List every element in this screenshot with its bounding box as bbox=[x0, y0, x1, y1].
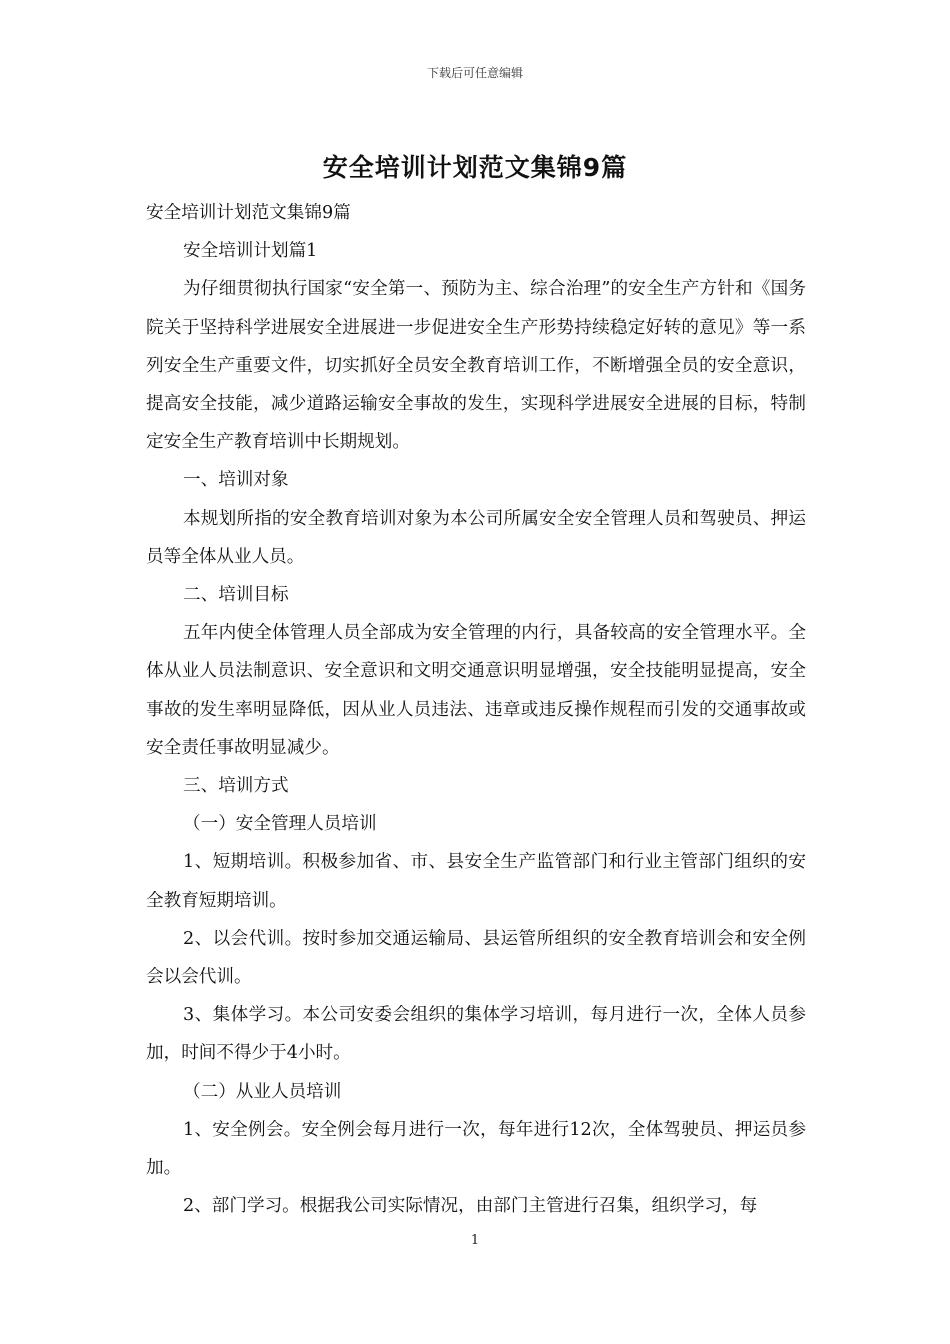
paragraph: 安全培训计划篇1 bbox=[183, 241, 318, 262]
paragraph: 本规划所指的安全教育培训对象为本公司所属安全安全管理人员和驾驶员、押运员等全体从业人员。 bbox=[146, 508, 806, 567]
paragraph: 2、以会代训。按时参加交通运输局、县运管所组织的安全教育培训会和安全例会以会代训。 bbox=[146, 928, 806, 988]
paragraph: 安全培训计划范文集锦9篇 bbox=[146, 203, 351, 223]
paragraph: 三、培训方式 bbox=[183, 776, 289, 797]
paragraph: 1、安全例会。安全例会每月进行一次，每年进行12次，全体驾驶员、押运员参加。 bbox=[146, 1119, 806, 1179]
paragraph: 1、短期培训。积极参加省、市、县安全生产监管部门和行业主管部门组织的安全教育短期培训。 bbox=[146, 852, 806, 911]
document-title: 安全培训计划范文集锦9篇 bbox=[322, 153, 628, 182]
paragraph: 3、集体学习。本公司安委会组织的集体学习培训，每月进行一次，全体人员参加，时间不得少于4小时。 bbox=[146, 1005, 806, 1064]
paragraph: （二）从业人员培训 bbox=[183, 1081, 342, 1102]
paragraph: 五年内使全体管理人员全部成为安全管理的内行，具备较高的安全管理水平。全体从业人员法制意识、安全意识和文明交通意识明显增强，安全技能明显提高，安全事故的发生率明显降低，因从业人员违法、违章或违反操作规程而引发的交通事故或安全责任事故明显减少。 bbox=[146, 623, 806, 758]
paragraph: 为仔细贯彻执行国家“安全第一、预防为主、综合治理”的安全生产方针和《国务院关于坚持科学进展安全进展进一步促进安全生产形势持续稳定好转的意见》等一系列安全生产重要文件，切实抓好全员安全教育培训工作，不断增强全员的安全意识，提高安全技能，减少道路运输安全事故的发生，实现科学进展安全进展的目标，特制定安全生产教育培训中长期规划。 bbox=[146, 279, 806, 453]
document-body bbox=[146, 194, 806, 1225]
paragraph: 一、培训对象 bbox=[183, 470, 289, 491]
page-header-note: 下载后可任意编辑 bbox=[426, 66, 523, 80]
page-number: 1 bbox=[470, 1233, 480, 1248]
paragraph: 2、部门学习。根据我公司实际情况，由部门主管进行召集，组织学习，每 bbox=[183, 1196, 758, 1217]
paragraph: 二、培训目标 bbox=[183, 585, 289, 606]
paragraph: （一）安全管理人员培训 bbox=[183, 814, 377, 835]
